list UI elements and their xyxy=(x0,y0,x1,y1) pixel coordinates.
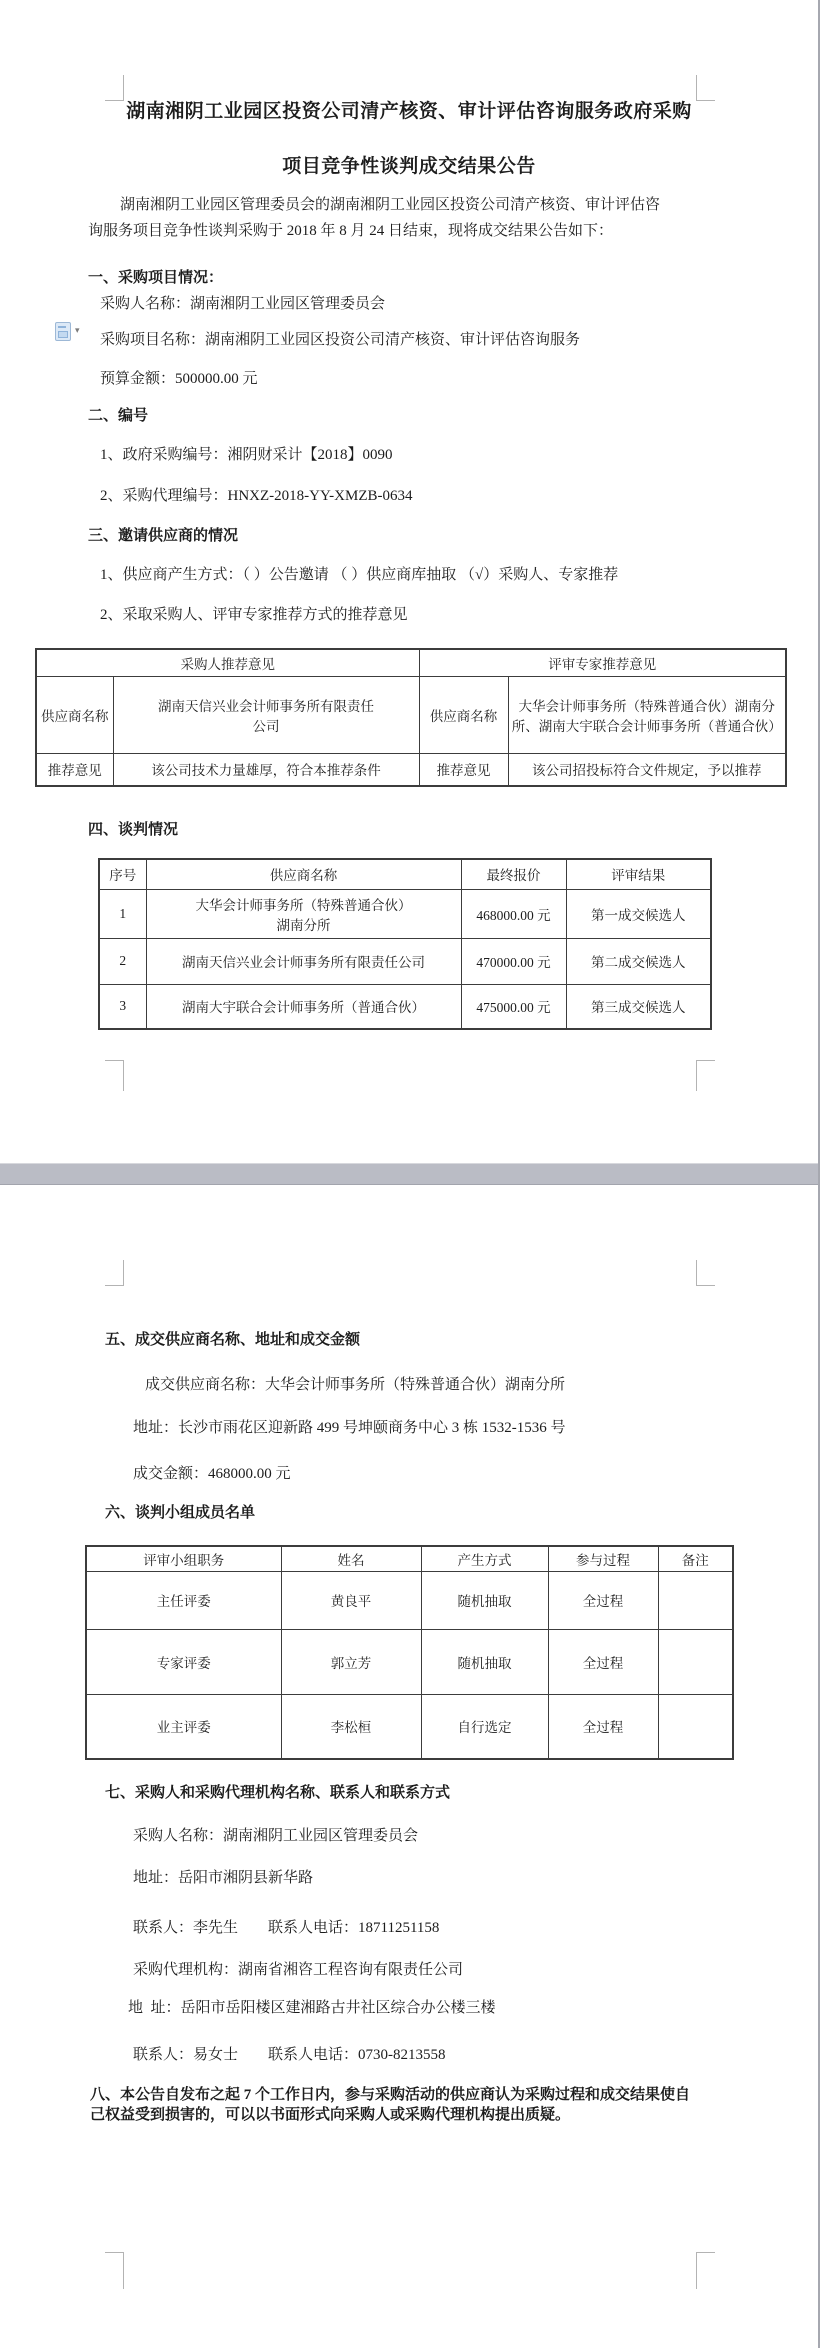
margin-mark-bottom-left xyxy=(105,2252,124,2289)
table-cell: 业主评委 xyxy=(86,1694,281,1759)
table-cell: 采购人推荐意见 xyxy=(36,649,419,676)
margin-mark-top-right xyxy=(696,75,715,101)
buyer-name-line: 采购人名称：湖南湘阴工业园区管理委员会 xyxy=(133,1828,419,1844)
table-cell: 李松桓 xyxy=(281,1694,421,1759)
table-cell: 最终报价 xyxy=(461,859,566,889)
table-cell: 第三成交候选人 xyxy=(566,984,711,1029)
section-8-paragraph: 八、本公告自发布之起 7 个工作日内，参与采购活动的供应商认为采购过程和成交结果使自己权益受到损害的，可以以书面形式向采购人或采购代理机构提出质疑。 xyxy=(90,2087,691,2123)
section-6-heading: 六、谈判小组成员名单 xyxy=(105,1505,256,1521)
agency-name-line: 采购代理机构：湖南省湘咨工程咨询有限责任公司 xyxy=(133,1962,464,1978)
table-cell: 第二成交候选人 xyxy=(566,938,711,984)
table-cell: 468000.00 元 xyxy=(461,889,566,938)
table-cell: 湖南天信兴业会计师事务所有限责任公司 xyxy=(146,938,461,984)
table-cell: 1 xyxy=(99,889,146,938)
table-cell-text: 大华会计师事务所（特殊普通合伙）湖南分所 xyxy=(195,897,412,933)
table-cell xyxy=(146,889,461,938)
table-cell: 随机抽取 xyxy=(421,1629,548,1694)
table-cell: 推荐意见 xyxy=(419,753,508,786)
margin-mark-bottom-right xyxy=(696,2252,715,2289)
table-cell: 供应商名称 xyxy=(146,859,461,889)
table-cell xyxy=(658,1694,733,1759)
table-row xyxy=(86,1629,733,1694)
section-3-heading: 三、邀请供应商的情况 xyxy=(88,528,239,544)
table-cell: 评审小组职务 xyxy=(86,1546,281,1571)
table-cell: 第一成交候选人 xyxy=(566,889,711,938)
paste-options-icon xyxy=(55,322,71,341)
buyer-address-line: 地址：岳阳市湘阴县新华路 xyxy=(133,1870,314,1886)
table-row xyxy=(99,938,711,984)
table-cell: 自行选定 xyxy=(421,1694,548,1759)
table-row xyxy=(99,889,711,938)
recommend-mode-line: 2、采取采购人、评审专家推荐方式的推荐意见 xyxy=(100,607,408,623)
agency-contact-phone: 联系人电话：0730-8213558 xyxy=(268,2047,446,2063)
table-row xyxy=(99,859,711,889)
table-cell: 2 xyxy=(99,938,146,984)
gov-procurement-number-line: 1、政府采购编号：湘阴财采计【2018】0090 xyxy=(100,447,393,463)
table-cell: 该公司技术力量雄厚，符合本推荐条件 xyxy=(113,753,419,786)
winner-name-line: 成交供应商名称：大华会计师事务所（特殊普通合伙）湖南分所 xyxy=(145,1377,566,1393)
table-row xyxy=(36,753,786,786)
supplier-source-line: 1、供应商产生方式：（ ）公告邀请 （ ）供应商库抽取 （√）采购人、专家推荐 xyxy=(100,567,619,583)
document-title-line1: 湖南湘阴工业园区投资公司清产核资、审计评估咨询服务政府采购 xyxy=(126,101,692,122)
margin-mark-bottom-right xyxy=(696,1060,715,1091)
buyer-name-line: 采购人名称：湖南湘阴工业园区管理委员会 xyxy=(100,296,386,312)
agency-number-line: 2、采购代理编号：HNXZ-2018-YY-XMZB-0634 xyxy=(100,488,413,504)
table-cell xyxy=(658,1571,733,1629)
table-cell: 评审专家推荐意见 xyxy=(419,649,786,676)
project-name-line: 采购项目名称：湖南湘阴工业园区投资公司清产核资、审计评估咨询服务 xyxy=(100,332,581,348)
page-1 xyxy=(0,0,818,1163)
table-cell: 大华会计师事务所（特殊普通合伙）湖南分所、湖南大宇联合会计师事务所（普通合伙） xyxy=(508,676,786,753)
table-cell: 3 xyxy=(99,984,146,1029)
table-cell-text: 湖南天信兴业会计师事务所有限责任公司 xyxy=(158,698,374,734)
agency-address-line: 地 址：岳阳市岳阳楼区建湘路古井社区综合办公楼三楼 xyxy=(128,2000,496,2016)
margin-mark-bottom-left xyxy=(105,1060,124,1091)
table-row xyxy=(36,676,786,753)
buyer-contact-phone: 联系人电话：18711251158 xyxy=(268,1920,440,1936)
table-cell: 推荐意见 xyxy=(36,753,113,786)
table-cell: 全过程 xyxy=(548,1694,658,1759)
deal-amount-line: 成交金额：468000.00 元 xyxy=(133,1466,291,1482)
table-cell: 全过程 xyxy=(548,1629,658,1694)
table-cell: 姓名 xyxy=(281,1546,421,1571)
intro-paragraph: 湖南湘阴工业园区管理委员会的湖南湘阴工业园区投资公司清产核资、审计评估咨询服务项目竞争性谈判采购于 2018 年 8 月 24 日结束，现将成交结果公告如下： xyxy=(88,197,661,239)
section-2-heading: 二、编号 xyxy=(88,408,149,424)
chevron-down-icon: ▾ xyxy=(75,326,80,336)
table-cell: 随机抽取 xyxy=(421,1571,548,1629)
page-2 xyxy=(0,1185,818,2348)
table-cell: 该公司招投标符合文件规定，予以推荐 xyxy=(508,753,786,786)
table-cell: 备注 xyxy=(658,1546,733,1571)
agency-contact-person: 联系人：易女士 xyxy=(133,2047,239,2063)
paste-options-button[interactable] xyxy=(53,322,87,342)
recommendation-table xyxy=(35,648,787,787)
table-cell: 475000.00 元 xyxy=(461,984,566,1029)
table-row xyxy=(86,1571,733,1629)
table-cell: 专家评委 xyxy=(86,1629,281,1694)
table-row xyxy=(86,1546,733,1571)
margin-mark-top-right xyxy=(696,1260,715,1286)
margin-mark-top-left xyxy=(105,1260,124,1286)
winner-address-line: 地址：长沙市雨花区迎新路 499 号坤颐商务中心 3 栋 1532-1536 号 xyxy=(133,1420,566,1436)
table-cell: 产生方式 xyxy=(421,1546,548,1571)
table-cell xyxy=(113,676,419,753)
section-1-heading: 一、采购项目情况： xyxy=(88,270,224,286)
table-cell: 供应商名称 xyxy=(36,676,113,753)
section-5-heading: 五、成交供应商名称、地址和成交金额 xyxy=(105,1332,361,1348)
table-cell: 郭立芳 xyxy=(281,1629,421,1694)
table-cell: 470000.00 元 xyxy=(461,938,566,984)
table-row xyxy=(99,984,711,1029)
table-cell: 参与过程 xyxy=(548,1546,658,1571)
budget-line: 预算金额：500000.00 元 xyxy=(100,371,258,387)
negotiation-table xyxy=(98,858,712,1030)
margin-mark-top-left xyxy=(105,75,124,101)
table-cell: 黄良平 xyxy=(281,1571,421,1629)
table-cell: 评审结果 xyxy=(566,859,711,889)
section-4-heading: 四、谈判情况 xyxy=(88,822,179,838)
section-7-heading: 七、采购人和采购代理机构名称、联系人和联系方式 xyxy=(105,1785,451,1801)
table-row xyxy=(36,649,786,676)
table-cell: 供应商名称 xyxy=(419,676,508,753)
table-cell: 全过程 xyxy=(548,1571,658,1629)
buyer-contact-person: 联系人：李先生 xyxy=(133,1920,239,1936)
table-cell: 湖南大宇联合会计师事务所（普通合伙） xyxy=(146,984,461,1029)
table-cell: 序号 xyxy=(99,859,146,889)
table-row xyxy=(86,1694,733,1759)
document-title-line2: 项目竞争性谈判成交结果公告 xyxy=(282,156,536,177)
table-cell: 主任评委 xyxy=(86,1571,281,1629)
panel-table xyxy=(85,1545,734,1760)
page-gap xyxy=(0,1163,820,1185)
table-cell xyxy=(658,1629,733,1694)
